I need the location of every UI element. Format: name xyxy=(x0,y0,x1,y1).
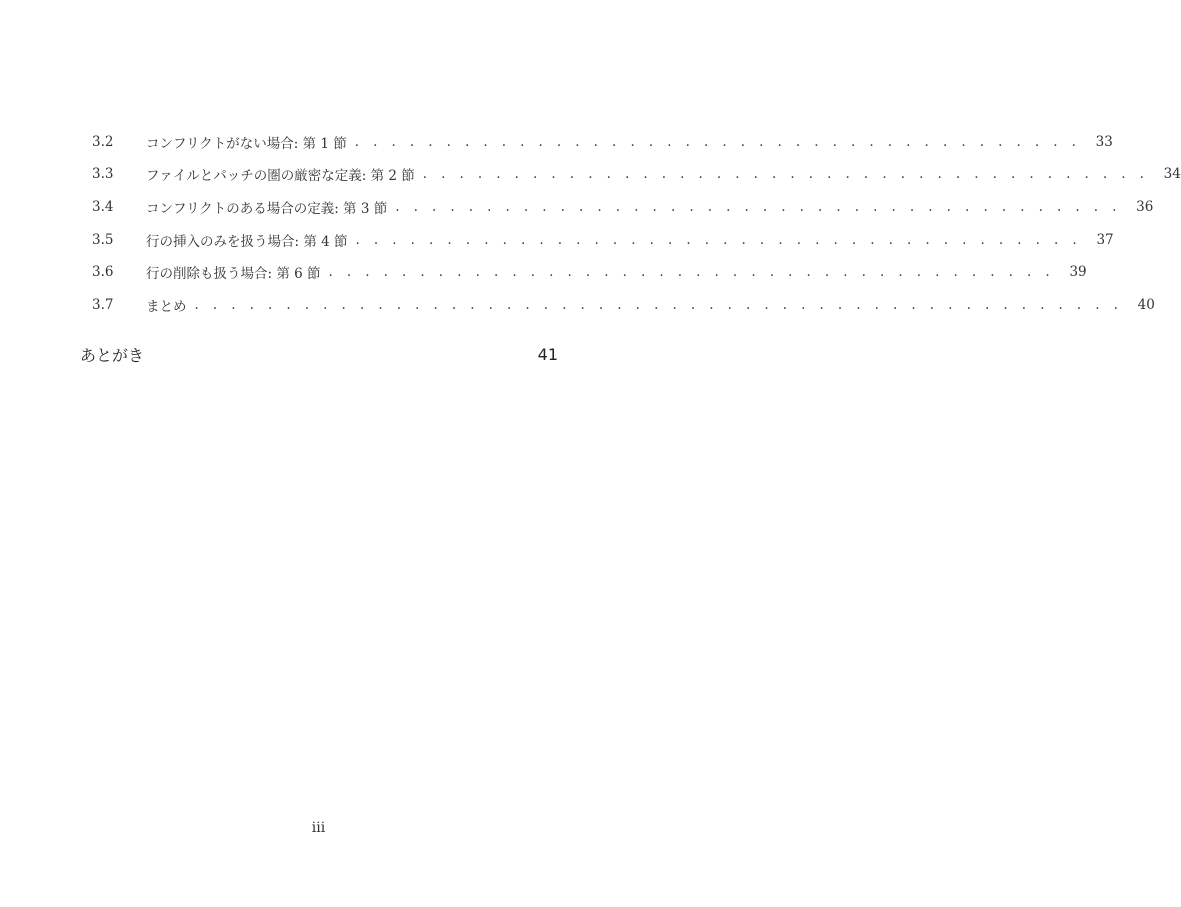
toc-entry-3-5[interactable] xyxy=(92,229,1114,251)
toc-section-number: 3.4 xyxy=(92,199,114,215)
toc-chapter-afterword[interactable] xyxy=(80,341,558,367)
toc-section-number: 3.6 xyxy=(92,264,114,280)
toc-page-number: 37 xyxy=(1096,232,1114,248)
toc-page-number: 40 xyxy=(1137,297,1155,313)
toc-entry-3-4[interactable] xyxy=(92,196,1154,218)
toc-dot-leader: . . . . . . . . . . . . . . . . . . . . . . . . . . . . . . . . . . . . . . . . xyxy=(395,199,1122,215)
toc-dot-leader: . . . . . . . . . . . . . . . . . . . . . . . . . . . . . . . . . . . . . . . . xyxy=(355,232,1082,248)
toc-page-number: 36 xyxy=(1136,199,1154,215)
toc-dot-leader: . . . . . . . . . . . . . . . . . . . . . . . . . . . . . . . . . . . . . . . . . . . . . . . . . . . xyxy=(194,297,1123,313)
toc-section-number: 3.2 xyxy=(92,134,114,150)
toc-entry-3-3[interactable] xyxy=(92,163,1181,185)
toc-section-title: 行の削除も扱う場合: 第 6 節 xyxy=(146,266,321,282)
toc-section-title: 行の挿入のみを扱う場合: 第 4 節 xyxy=(146,234,348,250)
toc-entry-3-2[interactable] xyxy=(92,131,1113,153)
toc-section-number: 3.3 xyxy=(92,166,114,182)
toc-section-title: コンフリクトのある場合の定義: 第 3 節 xyxy=(146,201,388,217)
toc-dot-leader: . . . . . . . . . . . . . . . . . . . . . . . . . . . . . . . . . . . . . . . . xyxy=(422,166,1149,182)
toc-dot-leader: . . . . . . . . . . . . . . . . . . . . . . . . . . . . . . . . . . . . . . . . xyxy=(354,134,1081,150)
page-number-footer: iii xyxy=(311,820,326,836)
toc-section-title: コンフリクトがない場合: 第 1 節 xyxy=(146,136,347,152)
toc-section-number: 3.7 xyxy=(92,297,114,313)
toc-page-number: 39 xyxy=(1069,264,1087,280)
toc-page-number: 33 xyxy=(1095,134,1113,150)
toc-chapter-page: 41 xyxy=(537,344,558,364)
toc-page-number: 34 xyxy=(1163,166,1181,182)
toc-chapter-title: あとがき xyxy=(80,345,145,365)
toc-dot-leader: . . . . . . . . . . . . . . . . . . . . . . . . . . . . . . . . . . . . . . . . xyxy=(328,264,1055,280)
toc-section-title: ファイルとパッチの圏の厳密な定義: 第 2 節 xyxy=(146,168,415,184)
toc-entry-3-7[interactable] xyxy=(92,294,1155,316)
toc-section-title: まとめ xyxy=(146,299,187,315)
toc-entry-3-6[interactable] xyxy=(92,261,1087,283)
toc-section-number: 3.5 xyxy=(92,232,114,248)
